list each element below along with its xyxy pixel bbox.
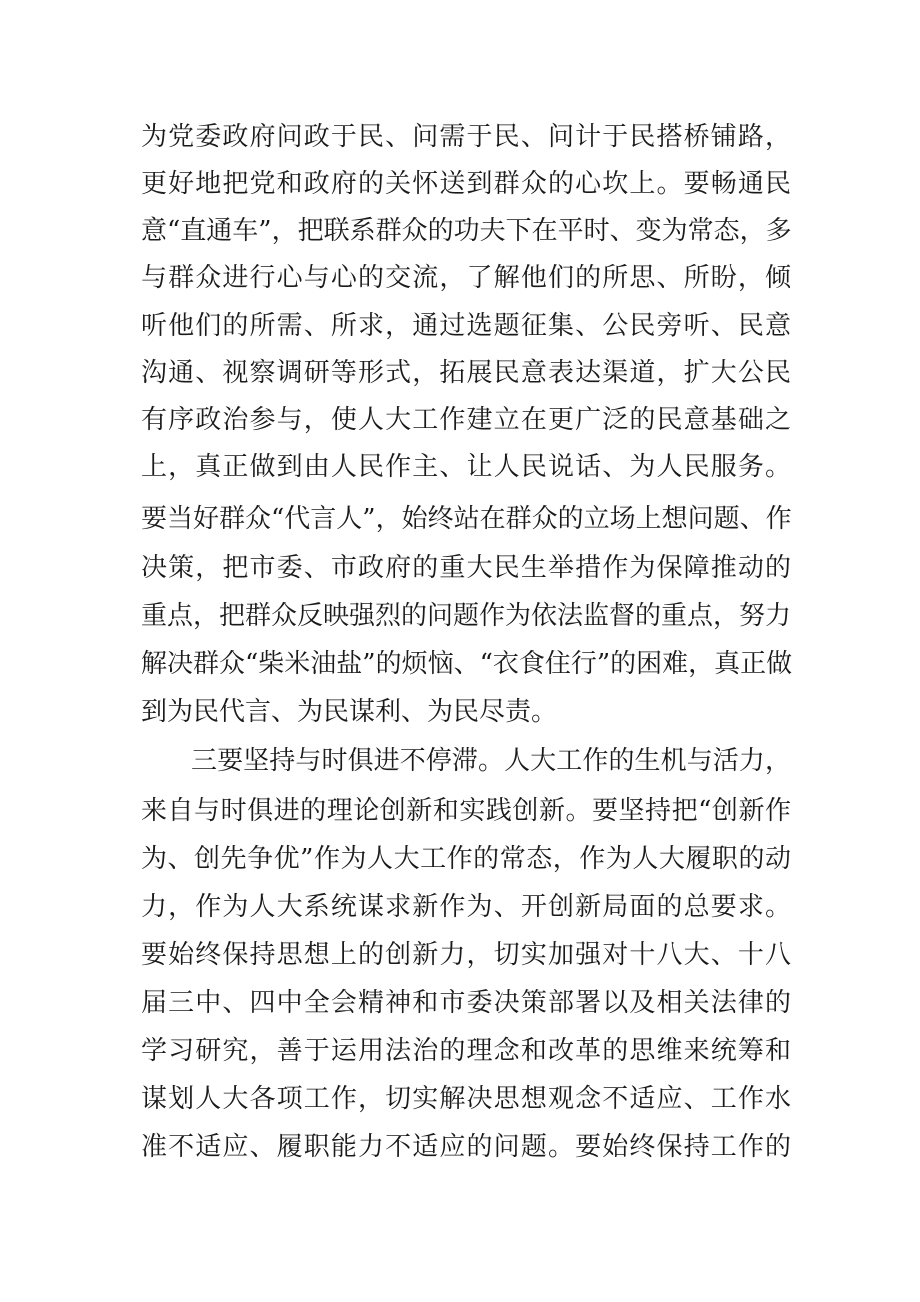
body-text-line: 重点，把群众反映强烈的问题作为依法监督的重点，努力 [141,601,792,631]
body-text-line: 沟通、视察调研等形式，拓展民意表达渠道，扩大公民 [141,358,791,388]
body-text-line: 有序政治参与，使人大工作建立在更广泛的民意基础之 [141,405,791,435]
paragraph-heading-line: 三要坚持与时俱进不停滞。人大工作的生机与活力， [191,746,791,776]
body-text-line: 力，作为人大系统谋求新作为、开创新局面的总要求。 [141,892,791,922]
body-text-line: 更好地把党和政府的关怀送到群众的心坎上。要畅通民 [141,169,791,199]
body-text-line: 到为民代言、为民谋利、为民尽责。 [141,697,558,727]
body-text-line: 意“直通车”，把联系群众的功夫下在平时、变为常态，多 [141,216,792,246]
body-text-line: 为党委政府问政于民、问需于民、问计于民搭桥铺路， [141,122,791,152]
body-text-line: 届三中、四中全会精神和市委决策部署以及相关法律的 [141,988,791,1018]
body-text-line: 决策，把市委、市政府的重大民生举措作为保障推动的 [141,553,791,583]
body-text-line: 要始终保持思想上的创新力，切实加强对十八大、十八 [141,940,791,970]
body-text-line: 解决群众“柴米油盐”的烦恼、“衣食住行”的困难，真正做 [141,649,793,679]
body-text-line: 谋划人大各项工作，切实解决思想观念不适应、工作水 [141,1084,791,1114]
body-text-line: 为、创先争优”作为人大工作的常态，作为人大履职的动 [141,844,791,874]
body-text-line: 来自与时俱进的理论创新和实践创新。要坚持把“创新作 [141,796,791,826]
body-text-line: 准不适应、履职能力不适应的问题。要始终保持工作的 [141,1132,791,1162]
body-text-line: 要当好群众“代言人”，始终站在群众的立场上想问题、作 [141,504,792,534]
body-text-line: 上，真正做到由人民作主、让人民说话、为人民服务。 [141,452,791,482]
body-text-line: 学习研究，善于运用法治的理念和改革的思维来统筹和 [141,1036,791,1066]
body-text-line: 听他们的所需、所求，通过选题征集、公民旁听、民意 [141,311,791,341]
body-text-line: 与群众进行心与心的交流，了解他们的所思、所盼，倾 [141,263,791,293]
